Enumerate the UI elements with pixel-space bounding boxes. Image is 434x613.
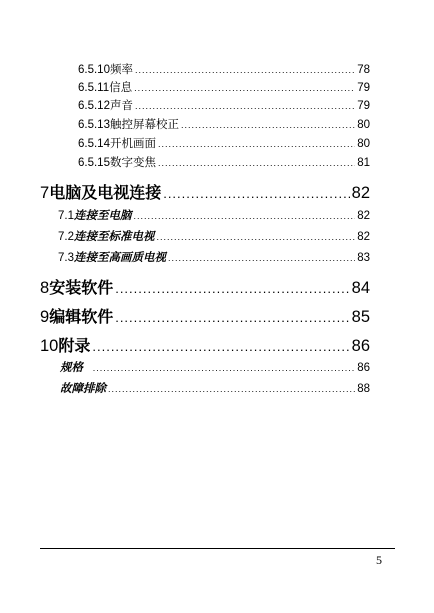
dot-leader — [181, 120, 355, 130]
section-number: 7.3 — [58, 252, 74, 264]
toc-section[interactable] — [58, 207, 370, 223]
toc-appendix-entry[interactable] — [60, 359, 370, 375]
section-number: 7.1 — [58, 210, 74, 222]
chapter-number: 7 — [40, 184, 50, 202]
dot-leader — [134, 83, 355, 93]
toc-section[interactable] — [58, 228, 370, 244]
chapter-title: 编辑软件 — [49, 307, 114, 326]
toc-chapter-9[interactable] — [40, 304, 370, 327]
toc-entry-page: 81 — [357, 157, 370, 169]
appendix-title: 故障排除 — [60, 381, 106, 395]
section-title: 连接至高画质电视 — [74, 250, 166, 264]
toc-entry-number: 6.5.10 — [78, 64, 110, 76]
section-title: 连接至标准电视 — [74, 229, 155, 243]
toc-entry-title: 信息 — [109, 80, 133, 94]
toc-entry-page: 80 — [357, 119, 370, 131]
toc-entry-title: 声音 — [109, 98, 133, 112]
dot-leader — [158, 158, 355, 168]
toc-entry-page: 80 — [357, 138, 370, 150]
dot-leader — [157, 232, 356, 242]
toc-entry[interactable] — [78, 116, 370, 132]
dot-leader — [115, 310, 349, 325]
dot-leader — [134, 211, 356, 221]
chapter-title: 电脑及电视连接 — [49, 183, 162, 202]
toc-entry[interactable] — [78, 79, 370, 95]
chapter-page: 84 — [351, 279, 370, 297]
toc-appendix-entry[interactable] — [60, 380, 370, 396]
toc-chapter-7[interactable] — [40, 180, 370, 203]
toc-entry-page: 79 — [357, 100, 370, 112]
section-page: 82 — [357, 231, 370, 243]
appendix-title: 规格 — [60, 360, 83, 374]
toc-chapter-10[interactable] — [40, 333, 370, 356]
dot-leader — [108, 384, 355, 394]
appendix-page: 88 — [357, 383, 370, 395]
chapter-title: 附录 — [58, 336, 91, 355]
toc-entry[interactable] — [78, 97, 370, 113]
toc-chapter-8[interactable] — [40, 275, 370, 298]
page-number: 5 — [376, 553, 382, 567]
toc-entry[interactable] — [78, 154, 370, 170]
appendix-page: 86 — [357, 362, 370, 374]
toc-entry-page: 79 — [357, 82, 370, 94]
toc-entry-title: 开机画面 — [109, 136, 156, 150]
section-title: 连接至电脑 — [74, 208, 132, 222]
toc-entry-title: 频率 — [109, 62, 133, 76]
toc-section[interactable] — [58, 249, 370, 265]
chapter-page: 86 — [351, 337, 370, 355]
dot-leader — [163, 186, 349, 201]
chapter-number: 9 — [40, 308, 50, 326]
dot-leader — [135, 101, 355, 111]
toc-entry[interactable] — [78, 61, 370, 77]
dot-leader — [168, 253, 355, 263]
chapter-title: 安装软件 — [49, 278, 114, 297]
toc-entry-number: 6.5.11 — [78, 82, 110, 94]
toc-entry-number: 6.5.12 — [78, 100, 110, 112]
chapter-page: 82 — [351, 184, 370, 202]
toc-entry-number: 6.5.15 — [78, 157, 110, 169]
dot-leader — [115, 281, 349, 296]
toc-entry-title: 数字变焦 — [109, 155, 156, 169]
chapter-page: 85 — [351, 308, 370, 326]
toc-entry-title: 触控屏幕校正 — [109, 117, 179, 131]
footer-divider — [40, 548, 395, 549]
toc-entry-page: 78 — [357, 64, 370, 76]
chapter-number: 8 — [40, 279, 50, 297]
dot-leader — [92, 339, 349, 354]
toc-entry-number: 6.5.13 — [78, 119, 110, 131]
dot-leader — [135, 65, 355, 75]
section-page: 82 — [357, 210, 370, 222]
toc-entry[interactable] — [78, 135, 370, 151]
dot-leader — [158, 139, 355, 149]
toc-entry-number: 6.5.14 — [78, 138, 110, 150]
section-number: 7.2 — [58, 231, 74, 243]
chapter-number: 10 — [40, 337, 59, 355]
dot-leader — [93, 363, 355, 373]
section-page: 83 — [357, 252, 370, 264]
